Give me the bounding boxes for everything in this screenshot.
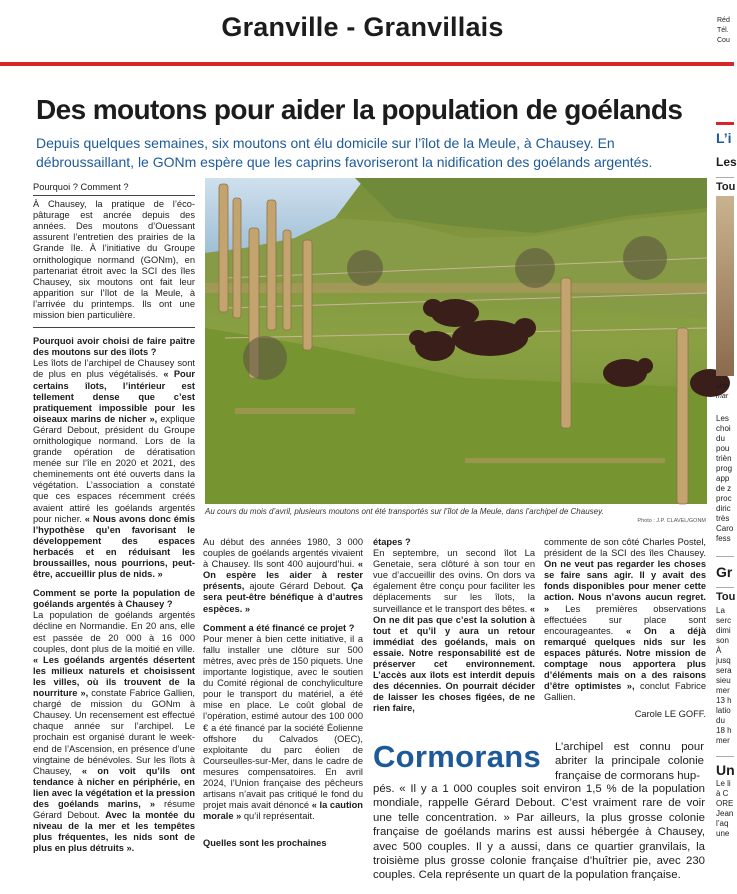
adjacent-text: Le li à C ORE Jean l’aq une <box>716 779 734 838</box>
photo-caption: Au cours du mois d’avril, plusieurs moutons ont été transportés sur l’îlot de la Meule, dans l’archipel de Chausey. <box>205 507 604 516</box>
corner-line: Tél. <box>717 27 729 34</box>
adjacent-subhead: Tou <box>716 181 736 193</box>
intro-box <box>33 182 195 328</box>
corner-line: Cou <box>717 37 730 44</box>
paragraph: commente de son côté Charles Postel, président de la SCI des îles Chausey. On ne veut pas regarder les choses se faire sans agir. Il y avait des fonds disponibles pour mener cette action. Nous n’avons aucun regret. » Les premières observations effectuées sur place sont encourageantes. « On a déjà remarqué quelques nids sur les espaces pâturés. Notre mission de comptage nous apportera plus d’éléments mais on a des raisons d’être optimistes », conclut Fabrice Gallien. <box>544 537 706 703</box>
corner-line: Réd <box>717 17 730 24</box>
adjacent-headline: L’i <box>716 130 732 146</box>
question-heading: Comment a été financé ce projet ? <box>203 622 355 633</box>
section-title: Granville - Granvillais <box>221 12 504 42</box>
adjacent-photo <box>716 196 734 376</box>
article-photo <box>205 178 707 504</box>
adjacent-subhead: Les <box>716 155 737 169</box>
cormorans-box-title: Cormorans <box>373 739 542 774</box>
article-column-1 <box>33 182 195 854</box>
cormorans-box-body: pés. « Il y a 1 000 couples soit environ 1,5 % de la population mondiale, rappelle Gérard Debout. C’est vraiment rare de voir une telle concentration. » Par ailleurs, la plus grosse colonie française de goélands marins est aussi hébergée à Chausey, avec 500 couples. Il y a aussi, dans ce quartier granvilais, la troisième plus grosse colonie française d’huîtrier pie, avec 230 couples. Cela représente un quart de la population française. <box>373 783 705 882</box>
cormorans-box-intro: L’archipel est connu pour abriter la principale colonie française de cormorans hup- <box>555 741 704 782</box>
article-headline: Des moutons pour aider la population de goélands <box>36 94 683 125</box>
article-column-2 <box>203 537 363 849</box>
question-heading: étapes ? <box>373 537 411 547</box>
adjacent-text: Les choi du pou trièn prog app de z proc diric très Caro fess <box>716 414 734 543</box>
adjacent-heading: Gr <box>716 564 733 580</box>
article-column-3 <box>373 537 535 715</box>
article-signature: Carole LE GOFF. <box>634 709 706 720</box>
paragraph: Au début des années 1980, 3 000 couples de goélands argentés vivaient à Chausey. Ils sont 400 aujourd’hui. « On espère les aider à rester présents, ajoute Gérard Debout. Ça sera peut-être bénéfique à d’autres espèces. » <box>203 537 363 614</box>
adjacent-article-edge <box>708 125 737 894</box>
article-column-4 <box>544 537 706 721</box>
adjacent-caption: Une mar <box>716 383 729 400</box>
adjacent-subhead: Tou <box>716 591 736 603</box>
intro-text: À Chausey, la pratique de l’éco-pâturage est ancrée depuis des années. Des moutons d’Ouessant assurent l’entretien des prairies de la Grande île. À l’initiative du Groupe ornithologique normand (GONm), en partenariat étroit avec la SCI des îles Chausey, six moutons ont fait leur apparition sur l’îlot de la Meule, à l’arrivée du printemps. Ils ont une mission bien particulière. <box>33 199 195 321</box>
paragraph: Les îlots de l’archipel de Chausey sont de plus en plus végétalisés. « Pour certains îlots, l’intérieur est tellement dense que c’est pratiquement impossible pour les oiseaux marins de nicher », explique Gérard Debout, président du Groupe ornithologique normand. Lors de la grande opération de dératisation menée sur l’île en 2020 et 2021, des cheminements ont été ouverts dans la végétation. L’association a constaté que ces espaces récemment créés avaient attiré les goélands argentés pour nicher. « Nous avons donc émis l’hypothèse qu’en favorisant le développement des espaces herbacés et en réduisant les broussailles, nous pourrions, peut-être, accueillir plus de nids. » <box>33 358 195 580</box>
question-heading: Comment se porte la population de goélands argentés à Chausey ? <box>33 588 195 610</box>
header-corner-info <box>717 16 730 46</box>
question-heading: Quelles sont les prochaines <box>203 838 327 849</box>
intro-kicker: Pourquoi ? Comment ? <box>33 182 195 196</box>
paragraph: En septembre, un second îlot La Genetaie, sera clôturé à son tour en vue d’accueillir des ovins. On dors va également être conçu pour faciliter les déplacements sur les îlots, la surveillance et le transport des bêtes. « On ne dit pas que c’est la solution à tout et qu’il y aura un retour immédiat des goélands, mais on essaie. Notre responsabilité est de préserver cet environnement. L’accès aux îlots est interdit depuis des décennies. On pourrait décider de laisser les choses figées, de ne rien faire, <box>373 548 535 714</box>
article-standfirst: Depuis quelques semaines, six moutons ont élu domicile sur l’îlot de la Meule, à Chausey. En débroussaillant, le GONm espère que les caprins favoriseront la nidification des goélands argentés. <box>36 135 653 170</box>
adjacent-heading: Un <box>716 762 735 778</box>
adjacent-text: La serc dimi son À jusq sera sieu mer 13 h latio du 18 h mer <box>716 606 732 745</box>
paragraph: Pour mener à bien cette initiative, il a fallu installer une clôture sur 500 mètres, avec près de 150 piquets. Une importante logistique, avec le soutien du Comité régional de conchyliculture pour le transport du matériel, a été mise en place. Le coût global de l’opération, estimé autour des 100 000 € a été financé par la société Éolienne offshore du Calvados (OEC), exploitante du parc éolien de Courseulles-sur-Mer, dans le cadre de mesures compensatoires. En avril 2024, l’Union française des pêcheurs artisans n’avait pas critiqué le fond du projet mais avait dénoncé « la caution morale » qu’il représentait. <box>203 633 363 822</box>
photo-credit: Photo : J.P. CLAVEL/GONM <box>637 518 706 524</box>
header-rule <box>0 62 734 66</box>
question-heading: Pourquoi avoir choisi de faire paître des moutons sur des îlots ? <box>33 336 195 358</box>
paragraph: La population de goélands argentés décline en Normandie. En 20 ans, elle est passée de 20 000 à 16 000 couples, dont plus de la moitié en ville. « Les goélands argentés désertent les milieux naturels et choisissent les villes, où ils trouvent de la nourriture », constate Fabrice Gallien, chargé de mission du GONm à Chausey. Un recensement est effectué chaque année sur l’archipel. Le prochain est organisé durant le week-end de l’Ascension, en présence d’une vingtaine de bénévoles. Sur les îlots à Chausey, « on voit qu’ils ont tendance à nicher en périphérie, en lien avec la végétation et la pression des goélands marins, » résume Gérard Debout. Avec la montée du niveau de la mer et les tempêtes plus fréquentes, les nids sont de plus en plus détruits ». <box>33 610 195 854</box>
